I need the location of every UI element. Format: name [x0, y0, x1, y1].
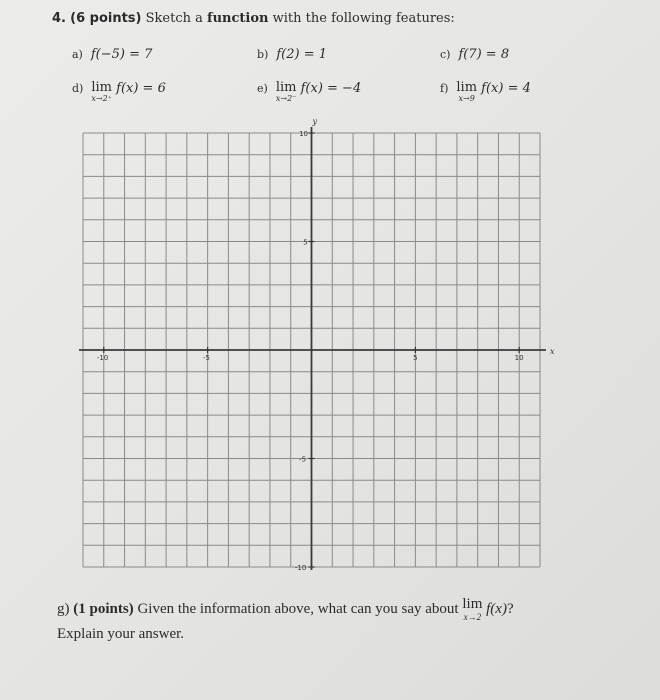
feature-expression: f(2) = 1 — [276, 47, 327, 62]
x-tick-label: 5 — [413, 354, 418, 362]
part-g-qmark: ? — [506, 601, 514, 617]
feature-label: d) — [72, 82, 84, 95]
question-prompt-start: Sketch a — [145, 11, 203, 26]
question-points: (6 points) — [70, 11, 142, 26]
x-axis-label: x — [550, 347, 555, 356]
part-g-label: g) — [57, 601, 70, 617]
feature-label: f) — [440, 82, 449, 95]
part-g-question — [57, 597, 637, 646]
limit-notation: lim x→9 — [456, 80, 478, 103]
part-g-points: (1 points) — [73, 601, 134, 617]
x-tick-label: 10 — [514, 354, 524, 362]
y-tick-label: 10 — [299, 130, 309, 138]
feature-label: e) — [257, 82, 268, 95]
feature-label: b) — [257, 48, 269, 61]
limit-notation: lim x→2 — [462, 596, 483, 622]
part-g-instruction: Explain your answer. — [57, 626, 185, 642]
feature-expression: f(−5) = 7 — [90, 47, 153, 62]
x-tick-label: -10 — [96, 354, 109, 362]
question-prompt-bold: function — [207, 11, 269, 26]
feature-expression: f(7) = 8 — [458, 47, 510, 62]
part-g-expression: f(x) — [486, 601, 507, 617]
feature-expression: f(x) = 4 — [481, 81, 531, 96]
y-tick-label: -5 — [299, 455, 307, 464]
question-number: 4. — [52, 11, 66, 26]
feature-expression: f(x) = −4 — [300, 81, 362, 96]
y-tick-label: -10 — [294, 564, 307, 572]
x-tick-label: -5 — [203, 354, 211, 362]
part-g-text: Given the information above, what can you say about — [137, 601, 459, 617]
feature-expression: f(x) = 6 — [116, 81, 166, 96]
feature-label: c) — [440, 48, 451, 61]
feature-label: a) — [72, 48, 83, 61]
y-tick-label: 5 — [303, 238, 308, 247]
y-axis-label: y — [312, 117, 318, 126]
limit-notation: lim x→2⁺ — [91, 80, 112, 103]
question-prompt-end: with the following features: — [272, 11, 455, 26]
limit-notation: lim x→2⁻ — [275, 80, 297, 103]
